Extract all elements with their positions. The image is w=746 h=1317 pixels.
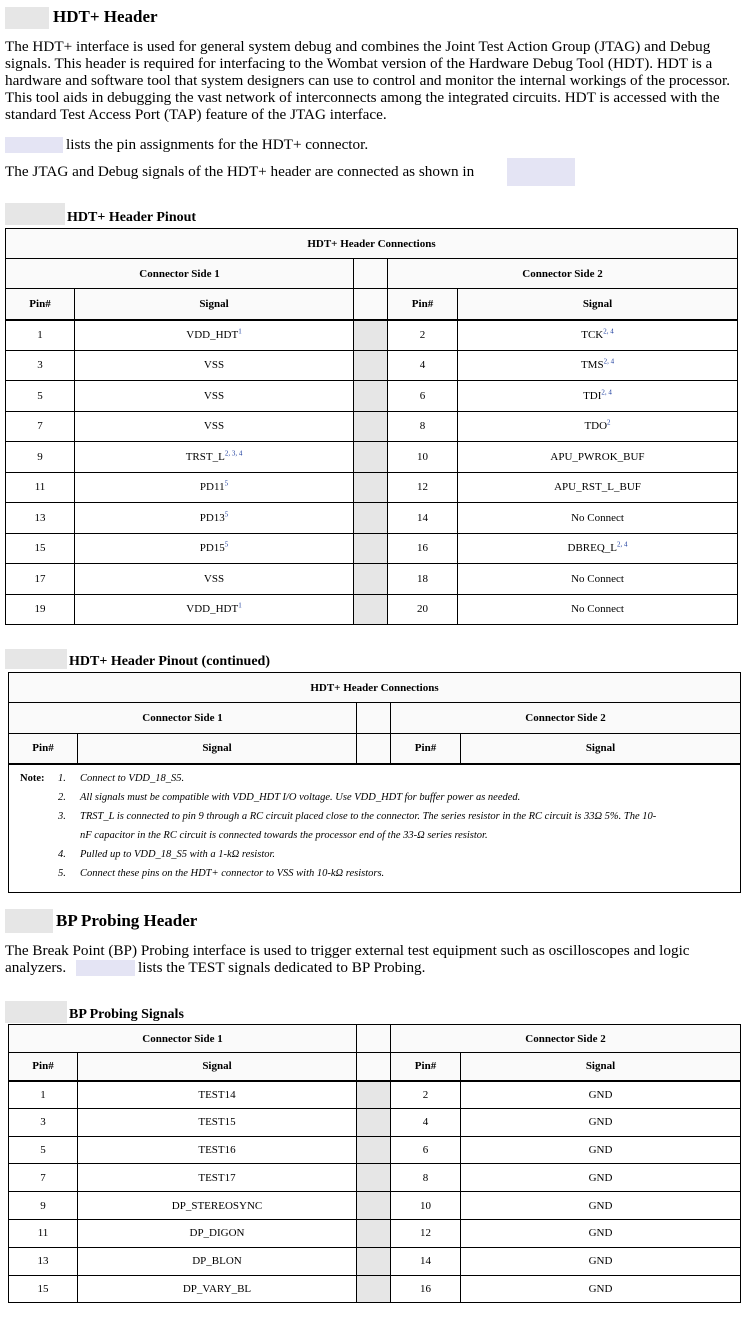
pin-cell-text: 7 bbox=[37, 420, 43, 433]
signal-cell-text: PD11 bbox=[199, 481, 225, 494]
pin-cell bbox=[388, 442, 458, 473]
connector-side-2-header: Connector Side 2 bbox=[391, 1025, 741, 1053]
pin-cell bbox=[9, 1192, 78, 1220]
spacer-cell bbox=[354, 533, 388, 564]
signal-column-header: Signal bbox=[78, 734, 357, 764]
signal-cell bbox=[461, 1219, 741, 1247]
pin-cell bbox=[6, 564, 75, 595]
signal-cell bbox=[461, 1247, 741, 1275]
signal-cell-text: GND bbox=[588, 1199, 613, 1212]
table3-caption: BP Probing Signals bbox=[69, 1007, 184, 1022]
spacer-cell bbox=[354, 320, 388, 351]
signal-column-header: Signal bbox=[458, 289, 738, 320]
signal-cell bbox=[75, 411, 354, 442]
spacer-cell bbox=[357, 1108, 391, 1136]
spacer-cell bbox=[357, 734, 391, 764]
signal-cell-text: DP_DIGON bbox=[189, 1227, 245, 1240]
pin-cell bbox=[6, 594, 75, 625]
signal-cell-text: VSS bbox=[203, 389, 225, 402]
spacer-cell bbox=[357, 1164, 391, 1192]
note-text: Pulled up to VDD_18_S5 with a 1-kΩ resistor. bbox=[80, 849, 276, 860]
signal-cell bbox=[78, 1219, 357, 1247]
note-text: Connect to VDD_18_S5. bbox=[80, 773, 185, 784]
note-number: 1. bbox=[58, 773, 66, 784]
table-row bbox=[9, 1164, 741, 1192]
pin-cell-text: 4 bbox=[422, 1116, 429, 1129]
pin-cell-text: 3 bbox=[37, 359, 43, 372]
table-row bbox=[6, 564, 738, 595]
pin-cell bbox=[388, 411, 458, 442]
signal-cell-text: TCK bbox=[581, 329, 604, 341]
pin-cell-text: 12 bbox=[417, 481, 428, 494]
signal-cell-text: TEST17 bbox=[198, 1171, 236, 1184]
pin-cell bbox=[9, 1108, 78, 1136]
signal-cell-text: PD13 bbox=[199, 511, 225, 524]
table-row bbox=[9, 1247, 741, 1275]
spacer-cell bbox=[354, 442, 388, 473]
pin-cell-text: 8 bbox=[422, 1171, 429, 1184]
pin-cell bbox=[391, 1192, 461, 1220]
section-number-redacted bbox=[5, 909, 53, 933]
pin-cell-text: 4 bbox=[419, 359, 426, 372]
pin-cell-text: 19 bbox=[34, 603, 46, 616]
pin-cell bbox=[391, 1081, 461, 1109]
pin-cell bbox=[391, 1136, 461, 1164]
pin-cell-text: 11 bbox=[34, 481, 46, 494]
signal-cell bbox=[461, 1275, 741, 1303]
signal-cell bbox=[75, 320, 354, 351]
signal-column-header: Signal bbox=[75, 289, 354, 320]
pin-cell bbox=[391, 1219, 461, 1247]
footnote-ref[interactable]: 2, 4 bbox=[601, 388, 612, 397]
pin-cell bbox=[6, 320, 75, 351]
signal-cell bbox=[78, 1247, 357, 1275]
signal-cell bbox=[78, 1164, 357, 1192]
signal-column-header: Signal bbox=[78, 1053, 357, 1081]
hdt-pin-assign-text: lists the pin assignments for the HDT+ connector. bbox=[66, 136, 369, 153]
pin-cell-text: 15 bbox=[34, 542, 46, 555]
signal-cell-text: DP_VARY_BL bbox=[182, 1282, 252, 1295]
hdt-pinout-continued-table bbox=[8, 672, 741, 765]
pin-cell-text: 16 bbox=[417, 542, 428, 555]
signal-cell-text: GND bbox=[588, 1255, 613, 1268]
signal-cell-text: TEST16 bbox=[198, 1143, 236, 1156]
signal-cell-text: VDD_HDT bbox=[186, 329, 239, 341]
section-title-bp: BP Probing Header bbox=[56, 911, 198, 930]
spacer-cell bbox=[354, 289, 388, 320]
signal-cell-text: GND bbox=[588, 1282, 613, 1295]
spacer-cell bbox=[354, 503, 388, 534]
pin-cell-text: 14 bbox=[417, 511, 428, 524]
pin-cell bbox=[6, 411, 75, 442]
footnote-ref[interactable]: 2, 4 bbox=[603, 357, 615, 366]
pin-cell-text: 15 bbox=[37, 1282, 49, 1295]
signal-cell bbox=[78, 1275, 357, 1303]
signal-cell-text: DBREQ_L bbox=[567, 542, 617, 555]
pin-cell bbox=[388, 350, 458, 381]
pin-cell-text: 10 bbox=[420, 1199, 431, 1212]
table-row bbox=[9, 1108, 741, 1136]
note-number: 3. bbox=[58, 811, 66, 822]
pin-cell-text: 5 bbox=[40, 1143, 46, 1156]
pin-cell-text: 3 bbox=[40, 1116, 46, 1129]
spacer-cell bbox=[357, 1025, 391, 1053]
signal-cell-text: TDO bbox=[584, 420, 608, 433]
signal-cell bbox=[78, 1081, 357, 1109]
spacer-cell bbox=[357, 1219, 391, 1247]
pin-cell bbox=[388, 472, 458, 503]
signal-cell-text: No Connect bbox=[571, 603, 624, 616]
bp-intro-line1: The Break Point (BP) Probing interface is used to trigger external test equipment such as oscilloscopes and logic bbox=[5, 942, 690, 959]
figure-ref-link-redacted[interactable] bbox=[507, 158, 575, 186]
section-title-hdt: HDT+ Header bbox=[53, 7, 158, 26]
spacer-cell bbox=[357, 1053, 391, 1081]
table-row bbox=[9, 1081, 741, 1109]
signal-cell bbox=[75, 564, 354, 595]
connector-side-1-header: Connector Side 1 bbox=[6, 259, 354, 289]
table-row bbox=[6, 381, 738, 412]
signal-cell bbox=[458, 533, 738, 564]
pin-column-header: Pin# bbox=[9, 1053, 78, 1081]
signal-cell bbox=[75, 350, 354, 381]
connector-side-2-header: Connector Side 2 bbox=[388, 259, 738, 289]
table-row bbox=[6, 411, 738, 442]
signal-cell-text: PD15 bbox=[199, 542, 225, 555]
pin-cell bbox=[9, 1136, 78, 1164]
pin-cell-text: 5 bbox=[37, 389, 43, 402]
pin-cell bbox=[6, 381, 75, 412]
signal-cell-text: DP_BLON bbox=[192, 1255, 242, 1268]
pin-cell bbox=[388, 503, 458, 534]
pin-cell-text: 13 bbox=[37, 1255, 49, 1268]
table-row bbox=[6, 472, 738, 503]
table-number-redacted bbox=[5, 649, 67, 669]
table-number-redacted bbox=[5, 203, 65, 225]
pin-cell bbox=[391, 1108, 461, 1136]
pin-cell-text: 18 bbox=[417, 572, 428, 585]
spacer-cell bbox=[357, 1081, 391, 1109]
table-ref-link-redacted[interactable] bbox=[76, 960, 135, 976]
signal-cell-text: GND bbox=[588, 1088, 613, 1101]
note-text: nF capacitor in the RC circuit is connected towards the processor end of the 33-Ω series resistor. bbox=[80, 830, 488, 841]
signal-cell-text: GND bbox=[588, 1227, 613, 1240]
signal-cell bbox=[78, 1108, 357, 1136]
signal-cell bbox=[461, 1164, 741, 1192]
footnote-ref[interactable]: 2, 4 bbox=[617, 540, 628, 549]
table-row bbox=[6, 503, 738, 534]
footnote-ref[interactable]: 1 bbox=[238, 601, 242, 610]
pin-cell bbox=[6, 350, 75, 381]
table-number-redacted bbox=[5, 1001, 67, 1023]
pin-cell-text: 9 bbox=[37, 450, 43, 463]
note-label: Note: bbox=[20, 773, 45, 784]
pin-cell-text: 13 bbox=[34, 511, 46, 524]
spacer-cell bbox=[354, 472, 388, 503]
table-row bbox=[6, 320, 738, 351]
pin-cell-text: 20 bbox=[417, 603, 428, 616]
signal-column-header: Signal bbox=[461, 1053, 741, 1081]
signal-cell bbox=[458, 350, 738, 381]
footnote-ref[interactable]: 5 bbox=[224, 479, 229, 488]
pin-cell bbox=[391, 1247, 461, 1275]
pin-cell bbox=[9, 1219, 78, 1247]
table-notes bbox=[8, 764, 741, 893]
pin-cell-text: 16 bbox=[420, 1282, 431, 1295]
signal-cell-text: APU_RST_L_BUF bbox=[554, 481, 641, 494]
signal-cell bbox=[78, 1136, 357, 1164]
connector-side-1-header: Connector Side 1 bbox=[9, 1025, 357, 1053]
spacer-cell bbox=[354, 411, 388, 442]
connector-side-1-header: Connector Side 1 bbox=[9, 703, 357, 734]
signal-cell bbox=[75, 381, 354, 412]
signal-cell-text: VDD_HDT bbox=[186, 603, 239, 616]
signal-cell bbox=[78, 1192, 357, 1220]
pin-cell bbox=[9, 1275, 78, 1303]
signal-cell bbox=[458, 320, 738, 351]
signal-cell-text: DP_STEREOSYNC bbox=[171, 1199, 263, 1212]
spacer-cell bbox=[357, 1192, 391, 1220]
signal-cell bbox=[75, 503, 354, 534]
note-number: 5. bbox=[58, 868, 66, 879]
signal-cell bbox=[458, 381, 738, 412]
spacer-cell bbox=[354, 594, 388, 625]
footnote-ref[interactable]: 2, 4 bbox=[603, 327, 614, 336]
pin-column-header: Pin# bbox=[6, 289, 75, 320]
footnote-ref[interactable]: 5 bbox=[224, 510, 229, 519]
pin-cell bbox=[388, 594, 458, 625]
bp-intro-line2-end: lists the TEST signals dedicated to BP Probing. bbox=[138, 959, 426, 976]
pin-cell bbox=[6, 503, 75, 534]
signal-cell-text: TEST14 bbox=[198, 1088, 236, 1101]
pin-cell-text: 17 bbox=[34, 572, 46, 585]
pin-column-header: Pin# bbox=[391, 1053, 461, 1081]
pin-cell-text: 6 bbox=[422, 1143, 429, 1156]
table-row bbox=[9, 1219, 741, 1247]
pin-cell-text: 10 bbox=[417, 450, 428, 463]
signal-cell bbox=[75, 533, 354, 564]
table-row bbox=[6, 533, 738, 564]
spacer-cell bbox=[357, 703, 391, 734]
spacer-cell bbox=[354, 259, 388, 289]
signal-cell bbox=[458, 411, 738, 442]
pin-column-header: Pin# bbox=[388, 289, 458, 320]
signal-cell-text: GND bbox=[588, 1116, 613, 1129]
note-text: All signals must be compatible with VDD_HDT I/O voltage. Use VDD_HDT for buffer power as needed. bbox=[80, 792, 521, 803]
pin-cell-text: 11 bbox=[37, 1227, 49, 1240]
signal-cell bbox=[458, 442, 738, 473]
table-row bbox=[9, 1192, 741, 1220]
pin-cell-text: 6 bbox=[419, 389, 426, 402]
signal-cell-text: TMS bbox=[580, 359, 604, 372]
signal-cell-text: VSS bbox=[203, 359, 225, 372]
pin-cell-text: 14 bbox=[420, 1255, 431, 1268]
bp-intro-line2-start: analyzers. bbox=[5, 959, 67, 976]
pin-cell-text: 12 bbox=[420, 1227, 431, 1240]
bp-probing-table bbox=[8, 1024, 741, 1303]
pin-cell-text: 2 bbox=[422, 1088, 429, 1101]
pin-cell bbox=[9, 1164, 78, 1192]
table1-caption: HDT+ Header Pinout bbox=[67, 210, 197, 225]
signal-cell-text: TEST15 bbox=[198, 1116, 236, 1129]
pin-cell bbox=[6, 442, 75, 473]
connector-side-2-header: Connector Side 2 bbox=[391, 703, 741, 734]
signal-cell bbox=[461, 1192, 741, 1220]
pin-cell bbox=[388, 320, 458, 351]
signal-cell bbox=[458, 503, 738, 534]
spacer-cell bbox=[357, 1247, 391, 1275]
table-group-title: HDT+ Header Connections bbox=[9, 673, 741, 703]
pin-cell bbox=[9, 1247, 78, 1275]
pin-cell bbox=[6, 472, 75, 503]
table-row bbox=[9, 1136, 741, 1164]
pin-cell bbox=[388, 533, 458, 564]
signal-cell bbox=[75, 472, 354, 503]
pin-cell bbox=[388, 381, 458, 412]
table-row bbox=[9, 1275, 741, 1303]
hdt-intro-paragraph: The HDT+ interface is used for general system debug and combines the Joint Test Action Group (JTAG) and Debug signals. This header is required for interfacing to the Wombat version of the Hardware Debug Tool (HDT). HDT is a hardware and software tool that system designers can use to control and monitor the internal workings of the processor. This tool aids in debugging the vast network of interconnects among the integrated circuits. HDT is accessed with the standard Test Access Port (TAP) feature of the JTAG interface. bbox=[5, 38, 731, 123]
pin-cell-text: 8 bbox=[419, 420, 426, 433]
spacer-cell bbox=[354, 381, 388, 412]
footnote-ref[interactable]: 2 bbox=[607, 418, 611, 427]
signal-cell-text: VSS bbox=[203, 572, 225, 585]
signal-cell bbox=[458, 594, 738, 625]
signal-cell-text: VSS bbox=[203, 420, 225, 433]
spacer-cell bbox=[357, 1275, 391, 1303]
signal-cell bbox=[461, 1081, 741, 1109]
signal-cell bbox=[461, 1108, 741, 1136]
pin-cell-text: 9 bbox=[40, 1199, 46, 1212]
pin-cell bbox=[6, 533, 75, 564]
table-row bbox=[6, 350, 738, 381]
footnote-ref[interactable]: 5 bbox=[224, 540, 229, 549]
spacer-cell bbox=[354, 564, 388, 595]
pin-cell-text: 1 bbox=[40, 1088, 46, 1101]
footnote-ref[interactable]: 1 bbox=[238, 327, 242, 336]
signal-cell-text: No Connect bbox=[571, 511, 624, 524]
signal-cell-text: APU_PWROK_BUF bbox=[550, 450, 645, 463]
signal-cell-text: GND bbox=[588, 1171, 613, 1184]
footnote-ref[interactable]: 2, 3, 4 bbox=[224, 449, 243, 458]
signal-cell bbox=[458, 472, 738, 503]
signal-cell-text: No Connect bbox=[571, 572, 624, 585]
signal-column-header: Signal bbox=[461, 734, 741, 764]
pin-cell-text: 7 bbox=[40, 1171, 46, 1184]
signal-cell bbox=[75, 594, 354, 625]
pin-column-header: Pin# bbox=[391, 734, 461, 764]
signal-cell-text: TRST_L bbox=[185, 450, 225, 463]
pin-column-header: Pin# bbox=[9, 734, 78, 764]
signal-cell-text: TDI bbox=[583, 389, 602, 402]
spacer-cell bbox=[354, 350, 388, 381]
note-number: 4. bbox=[58, 849, 66, 860]
pin-cell bbox=[391, 1164, 461, 1192]
pin-cell-text: 1 bbox=[37, 329, 43, 341]
spacer-cell bbox=[357, 1136, 391, 1164]
note-text: TRST_L is connected to pin 9 through a RC circuit placed close to the connector. The series resistor in the RC circuit is 33Ω 5%. The 10- bbox=[80, 811, 657, 822]
table-row bbox=[6, 442, 738, 473]
hdt-connection-text: The JTAG and Debug signals of the HDT+ header are connected as shown in bbox=[5, 163, 475, 180]
pin-cell bbox=[388, 564, 458, 595]
table-row bbox=[6, 594, 738, 625]
pin-cell bbox=[9, 1081, 78, 1109]
hdt-pinout-table bbox=[5, 228, 738, 625]
section-number-redacted bbox=[5, 7, 49, 29]
note-number: 2. bbox=[58, 792, 66, 803]
signal-cell bbox=[458, 564, 738, 595]
pin-cell-text: 2 bbox=[419, 329, 426, 341]
note-text: Connect these pins on the HDT+ connector to VSS with 10-kΩ resistors. bbox=[80, 868, 385, 879]
table-group-title: HDT+ Header Connections bbox=[6, 229, 738, 259]
table-ref-link-redacted[interactable] bbox=[5, 137, 63, 153]
pin-cell bbox=[391, 1275, 461, 1303]
signal-cell-text: GND bbox=[588, 1143, 613, 1156]
signal-cell bbox=[461, 1136, 741, 1164]
signal-cell bbox=[75, 442, 354, 473]
table2-caption: HDT+ Header Pinout (continued) bbox=[69, 654, 271, 669]
